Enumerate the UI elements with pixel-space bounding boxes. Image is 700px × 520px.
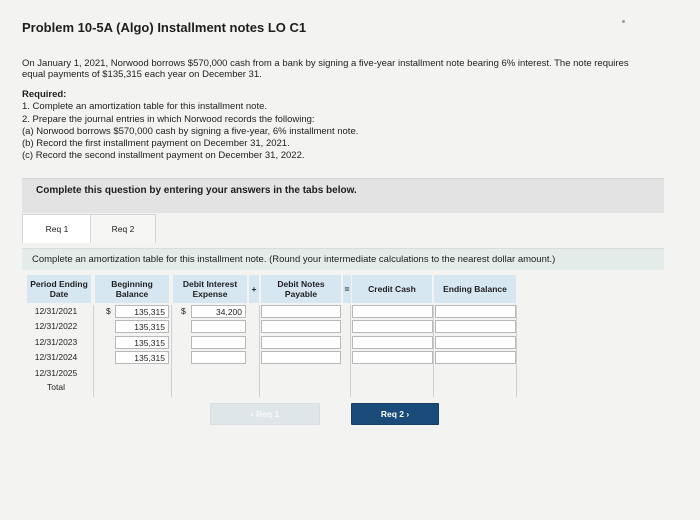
- required-heading: Required:: [22, 89, 67, 100]
- complete-question-text: Complete this question by entering your answers in the tabs below.: [36, 185, 357, 196]
- currency-symbol: $: [106, 306, 111, 316]
- column-divider: [259, 305, 260, 397]
- page-title: Problem 10-5A (Algo) Installment notes LO C1: [22, 20, 307, 35]
- beginning-balance-input[interactable]: 135,315: [115, 351, 169, 364]
- header-ending-balance: Ending Balance: [434, 275, 516, 303]
- beginning-balance-input[interactable]: 135,315: [115, 320, 169, 333]
- header-debit-interest-expense: Debit Interest Expense: [173, 275, 247, 303]
- column-divider: [433, 305, 434, 397]
- column-divider: [93, 305, 94, 397]
- column-divider: [516, 305, 517, 397]
- currency-symbol: $: [181, 306, 186, 316]
- column-divider: [350, 305, 351, 397]
- problem-intro: On January 1, 2021, Norwood borrows $570,000 cash from a bank by signing a five-year installment note bearing 6% interest. The note requires equal payments of $135,315 each year on December 31.: [22, 58, 629, 80]
- required-item: (b) Record the first installment payment on December 31, 2021.: [22, 138, 290, 150]
- credit-cash-input[interactable]: [352, 305, 433, 318]
- row-date: 12/31/2024: [34, 352, 78, 362]
- required-item: 1. Complete an amortization table for this installment note.: [22, 101, 268, 113]
- header-period-ending-date: Period Ending Date: [27, 275, 91, 303]
- header-beginning-balance: Beginning Balance: [95, 275, 169, 303]
- required-item: (a) Norwood borrows $570,000 cash by signing a five-year, 6% installment note.: [22, 125, 359, 137]
- row-date: 12/31/2023: [34, 337, 78, 347]
- interest-expense-input[interactable]: [191, 320, 246, 333]
- ending-balance-input[interactable]: [435, 305, 516, 318]
- header-credit-cash: Credit Cash: [352, 275, 432, 303]
- ending-balance-input[interactable]: [435, 320, 516, 333]
- table-instruction: Complete an amortization table for this installment note. (Round your intermediate calculations to the nearest dollar amount.): [22, 248, 664, 270]
- header-debit-notes-payable: Debit Notes Payable: [261, 275, 341, 303]
- required-section: [22, 89, 522, 163]
- prev-req-1-button[interactable]: ‹ Req 1: [210, 403, 320, 425]
- next-req-2-button[interactable]: Req 2 ›: [351, 403, 439, 425]
- row-date: 12/31/2025: [34, 368, 78, 378]
- interest-expense-input[interactable]: [191, 336, 246, 349]
- header-equals-sign: =: [343, 275, 351, 303]
- notes-payable-input[interactable]: [261, 305, 341, 318]
- tab-req-2[interactable]: Req 2: [90, 214, 156, 243]
- tab-req-1[interactable]: Req 1: [22, 214, 92, 243]
- decorative-dot: [622, 20, 625, 23]
- ending-balance-input[interactable]: [435, 336, 516, 349]
- notes-payable-input[interactable]: [261, 320, 341, 333]
- notes-payable-input[interactable]: [261, 336, 341, 349]
- header-plus-sign: +: [249, 275, 259, 303]
- required-item: (c) Record the second installment payment on December 31, 2022.: [22, 150, 305, 162]
- credit-cash-input[interactable]: [352, 320, 433, 333]
- row-date: 12/31/2022: [34, 321, 78, 331]
- notes-payable-input[interactable]: [261, 351, 341, 364]
- beginning-balance-input[interactable]: 135,315: [115, 305, 169, 318]
- beginning-balance-input[interactable]: 135,315: [115, 336, 169, 349]
- interest-expense-input[interactable]: 34,200: [191, 305, 246, 318]
- total-label: Total: [47, 382, 65, 392]
- column-divider: [171, 305, 172, 397]
- ending-balance-input[interactable]: [435, 351, 516, 364]
- row-date: 12/31/2021: [34, 306, 78, 316]
- interest-expense-input[interactable]: [191, 351, 246, 364]
- credit-cash-input[interactable]: [352, 351, 433, 364]
- credit-cash-input[interactable]: [352, 336, 433, 349]
- required-item: 2. Prepare the journal entries in which Norwood records the following:: [22, 113, 315, 125]
- complete-question-banner: [22, 178, 664, 213]
